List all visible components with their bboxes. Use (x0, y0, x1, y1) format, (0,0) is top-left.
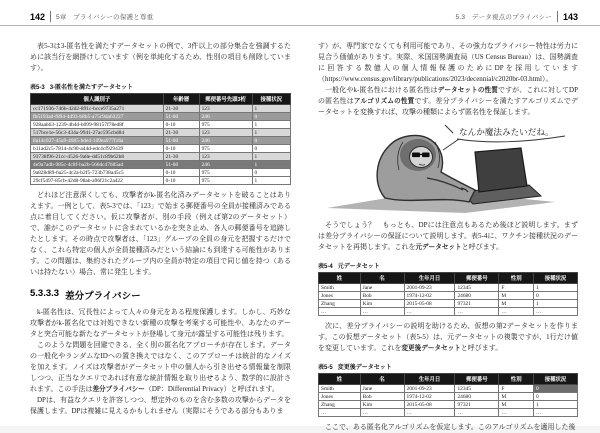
table-cell: … (319, 308, 361, 316)
table-cell: cc171936-746b-42d2-891c-bcce9735a271 (31, 105, 164, 113)
table-cell: 21-30 (163, 105, 199, 113)
k-anonymity-table (30, 93, 291, 185)
table-cell: … (455, 308, 499, 316)
table-cell: 517bce1e-56c3-434a-9941-27ac595cbd84 (31, 129, 164, 137)
table-title: 3-匿名性を満たすデータセット (49, 85, 134, 91)
column-header: 姓 (319, 273, 361, 284)
text-run: 一般化やk-匿名性における匿名性は (325, 86, 438, 94)
body-paragraph (30, 41, 291, 74)
table-cell: 51-60 (163, 161, 199, 169)
table-cell: Zhang (319, 300, 361, 308)
chapter-title: 5章 プライバシーの保護と尊重 (56, 14, 154, 21)
sunglasses-left-lens (412, 153, 420, 158)
body-paragraph (318, 220, 578, 253)
section-title: 5.3 データ視点のプライバシー (455, 14, 552, 21)
table-cell: 97321 (455, 300, 499, 308)
table-cell: 21-30 (163, 153, 199, 161)
text-run: このような問題を回避できる、全く別の匿名化アプローチが存在します。データの一般化やランダムなIDへの置き換えではなく、このアプローチは統計的なノイズを加えます。ノイズは攻撃者がデータセット中の個人から引き出せる情報量を制限しつつ、正当なクエリであれば有意な統計情報を取り出せるよう、数学的に設計されます。この手法は (30, 341, 291, 393)
column-header: 名 (360, 273, 404, 284)
table-row (319, 401, 578, 409)
body-paragraph (30, 307, 291, 340)
table-cell: 0-10 (163, 121, 199, 129)
table-cell: Kim (360, 300, 404, 308)
table-row (319, 300, 578, 308)
table-cell: Bob (360, 393, 404, 401)
table-cell: 8a14c027-45a9-4685-bde4-109ea977f16a (31, 137, 164, 145)
table-cell: 2001-09-23 (404, 284, 455, 292)
table-cell: Zhang (319, 401, 361, 409)
table-title: 元データセット (337, 264, 380, 270)
table-row (319, 385, 578, 393)
page-right (300, 0, 600, 431)
table-title: 変更後データセット (337, 365, 392, 371)
table-cell: 123 (199, 153, 252, 161)
table-cell: Jane (360, 385, 404, 393)
table-cell: b11ad2c5-7814-4c90-a44d-edc4cf929439 (31, 145, 164, 153)
speech-bubble-text: なんか魔法みたいだね。 (459, 127, 554, 137)
table-cell: 975 (199, 145, 252, 153)
sunglasses-right-lens (422, 153, 430, 158)
table-caption (318, 362, 578, 371)
column-header: 郵便番号 (455, 374, 499, 385)
column-header: 接種状況 (534, 273, 578, 284)
body-paragraph (318, 41, 578, 85)
text-run: 表5-3は3-匿名性を満たすデータセットの例で、3件以上の部分集合を強調するために該当行を網掛けしています（例を単純化するため、性別の項目も削除しています）。 (30, 42, 291, 72)
table-cell: 975 (199, 121, 252, 129)
header-rule (0, 25, 300, 26)
table-cell: 0 (534, 292, 578, 300)
table-cell: … (319, 409, 361, 417)
table-row (31, 121, 291, 129)
table-cell: 1 (252, 121, 290, 129)
table-cell: Smith (319, 385, 361, 393)
text-run: 差分プライバシー (92, 386, 145, 393)
table-cell: 975 (199, 177, 252, 185)
table-cell: Bob (360, 292, 404, 300)
table-cell: 0 (252, 169, 290, 177)
table-cell: 0 (534, 393, 578, 401)
table-cell: 4e9a7adb-985c-4c8f-ba2b-566dc47685ad (31, 161, 164, 169)
body-paragraph (30, 340, 291, 395)
table-row (31, 129, 291, 137)
table-header-row (319, 374, 578, 385)
table-caption (318, 261, 578, 270)
table-cell: … (534, 409, 578, 417)
table-cell: 51-60 (163, 113, 199, 121)
table-row (319, 393, 578, 401)
table-header-row (31, 94, 291, 105)
table-cell: 12345 (455, 284, 499, 292)
body-paragraph (318, 422, 578, 433)
text-run: 変更後データセット (401, 345, 461, 352)
table-row (319, 284, 578, 292)
column-header: 姓 (319, 374, 361, 385)
column-header: 生年月日 (404, 273, 455, 284)
column-header: 郵便番号 (455, 273, 499, 284)
body-paragraph (30, 395, 291, 417)
table-row (31, 177, 291, 185)
table-cell: 246 (199, 137, 252, 145)
table-cell: 2001-09-23 (404, 385, 455, 393)
table-cell: 51-60 (163, 137, 199, 145)
table-row (31, 137, 291, 145)
page-number: 143 (562, 11, 578, 22)
table-cell: 1 (534, 284, 578, 292)
text-run: そうでしょう？ もっとも、DPには注意点もあるため後ほど説明します。まずは差分プライバシーの保証について説明します。表5-4に、ワクチン接種状況のデータセットを再掲します。これを (318, 221, 578, 251)
table-cell: 1974-12-02 (404, 393, 455, 401)
header-divider (50, 11, 51, 22)
table-cell: … (404, 308, 455, 316)
table-cell: 1 (252, 153, 290, 161)
section-heading-title: 差分プライバシー (65, 291, 141, 302)
laptop-screen (475, 148, 527, 192)
table-cell: Smith (319, 284, 361, 292)
table-cell: 0 (252, 137, 290, 145)
text-run: と呼びます。 (461, 243, 504, 251)
table-cell: 93738f96-21cc-4526-9a8e-dd51c89b62b8 (31, 153, 164, 161)
header-rule (300, 25, 600, 26)
table-cell: Jane (360, 284, 404, 292)
table-cell: 24680 (455, 292, 499, 300)
table-cell: 97321 (455, 401, 499, 409)
table-row (31, 113, 291, 121)
page-number: 142 (30, 11, 46, 22)
text-run: k-匿名性は、冗長性によって人々の身元をある程度保護します。しかし、巧妙な攻撃者がk-匿名化では対処できない新種の攻撃を考案する可能性や、あなたのデータと突合可能な新たなデータセットが登場して身元が露呈する可能性は残ります。 (30, 308, 291, 338)
table-cell: 24680 (455, 393, 499, 401)
table-cell: Jones (319, 292, 361, 300)
table-cell: … (360, 308, 404, 316)
text-run: 次に、差分プライバシーの説明を助けるため、仮想の第2データセットを作ります。この仮想データセット（表5-5）は、元データセットの複製ですが、1行だけ値を変更しています。これを (318, 322, 578, 352)
table-cell: … (360, 409, 404, 417)
table-row (31, 145, 291, 153)
column-header: 個人識別子 (31, 94, 164, 105)
table-cell: 246 (199, 113, 252, 121)
column-header: 性別 (499, 273, 534, 284)
running-header-right (456, 11, 578, 22)
table-cell: 928aab63-1239-4b4d-b099-98157f78ed8f (31, 121, 164, 129)
table-row (31, 105, 291, 113)
body-paragraph (318, 85, 578, 118)
text-run: データセットの性質 (437, 87, 498, 94)
column-header: 接種状況 (252, 94, 290, 105)
table-cell: 0 (252, 113, 290, 121)
table-cell: fb5193ad-f894-4d93-b8b5-a75c9da63227 (31, 113, 164, 121)
hacker-figure-svg (323, 122, 573, 214)
speech-bubble-tick (445, 125, 453, 133)
table-cell: Kim (360, 401, 404, 409)
table-label: 表5-4 (318, 264, 333, 270)
table-row (31, 153, 291, 161)
column-header: 性別 (499, 374, 534, 385)
table-cell: … (499, 308, 534, 316)
table-cell: 1974-12-02 (404, 292, 455, 300)
column-header: 郵便番号先頭3桁 (199, 94, 252, 105)
page-left (0, 0, 300, 426)
table-cell: 1 (252, 129, 290, 137)
modified-dataset-table (318, 373, 578, 417)
table-cell: M (499, 401, 534, 409)
table-cell: 0 (252, 145, 290, 153)
table-cell: M (499, 292, 534, 300)
text-run: どれほど注意深くしても、攻撃者がk-匿名化済みデータセットを破ることはありえます。一例として、表5-3では、「123」で始まる郵便番号の全員が接種済みである点に着目してください。仮に攻撃者が、別の手段（例えば第2のデータセット）で、誰がこのデータセットに含まれているかを突き止め、各人の郵便番号を追跡したとします。その時点で攻撃者は、「123」グループの全員の身元を把握するだけでなく、これら特定の個人が全員接種済みだという結論にも到達する可能性があります。この問題は、集約されたグループ内の全員が特定の項目で同じ値を持つ（あるいは持たない）場合、常に発生します。 (30, 191, 291, 276)
text-run: アルゴリズムの性質 (353, 98, 415, 105)
text-run: す）が、専門家でなくても利用可能であり、その強力なプライバシー特性は労力に見合う価値があります。実際、米国国勢調査局（US Census Bureau）は、国勢調査に回答する数億人の個人情報保護のためにDPを採用しています（https://www.census.gov/library/publications/2023/decennial/c2020br-03.html）。 (318, 42, 578, 83)
text-run: です。差分プライバシーを満たすアルゴリズムでデータセットを変換すれば、攻撃の種類によらず匿名性を保証します。 (318, 97, 579, 116)
table-cell: 1 (252, 105, 290, 113)
table-cell: M (499, 393, 534, 401)
table-cell: 1 (534, 300, 578, 308)
table-row (319, 292, 578, 300)
table-row (319, 409, 578, 417)
text-run: 元データセット (415, 244, 462, 251)
running-header-left (30, 11, 153, 22)
table-cell: M (499, 300, 534, 308)
table-cell: Jones (319, 393, 361, 401)
table-cell: F (499, 284, 534, 292)
table-cell: 21-30 (163, 129, 199, 137)
header-divider (557, 11, 558, 22)
table-cell: 2015-05-08 (404, 401, 455, 409)
text-run: ここで、ある匿名化アルゴリズムを仮定します。このアルゴリズムを適用した後 (325, 423, 576, 431)
table-cell: 12345 (455, 385, 499, 393)
table-cell: 29cf5497-85cb-42d8-98ab-a96f21c2a422 (31, 177, 164, 185)
column-header: 生年月日 (404, 374, 455, 385)
body-paragraph (30, 190, 291, 278)
text-run: ですが、これに対してDPの匿名性は (318, 86, 579, 105)
table-cell: 975 (199, 169, 252, 177)
column-header: 接種状況 (534, 374, 578, 385)
section-number: 5.3.3.3 (30, 288, 60, 299)
table-cell: 0-10 (163, 169, 199, 177)
table-cell: 1 (252, 161, 290, 169)
table-cell: 0-10 (163, 145, 199, 153)
column-header: 年齢層 (163, 94, 199, 105)
column-header: 名 (360, 374, 404, 385)
table-cell: 1 (534, 401, 578, 409)
table-cell: … (455, 409, 499, 417)
text-run: と呼びます。 (460, 344, 503, 352)
speech-bubble-pointer (443, 139, 459, 150)
table-cell: 246 (199, 161, 252, 169)
table-label: 表5-3 (30, 85, 45, 91)
body-paragraph (318, 321, 578, 354)
hacker-illustration (318, 122, 578, 214)
table-cell: … (499, 409, 534, 417)
table-row (319, 308, 578, 316)
table-cell: 123 (199, 105, 252, 113)
table-row (31, 161, 291, 169)
table-cell: F (499, 385, 534, 393)
table-header-row (319, 273, 578, 284)
text-run: DPは、有益なクエリを許容しつつ、想定外のものを含む多数の攻撃からデータを保護します。DPは複雑に見えるかもしれません（実際にそうである部分もありま (30, 396, 291, 415)
table-label: 表5-5 (318, 365, 333, 371)
text-run: （DP：Differential Privacy）と呼ばれます。 (144, 385, 279, 393)
table-cell: 123 (199, 129, 252, 137)
table-cell: … (534, 308, 578, 316)
table-cell: … (404, 409, 455, 417)
section-heading (30, 288, 291, 302)
table-cell: 0 (534, 385, 578, 393)
table-cell: 0-10 (163, 177, 199, 185)
table-caption (30, 82, 291, 91)
table-row (31, 169, 291, 177)
table-cell: 2015-05-08 (404, 300, 455, 308)
original-dataset-table (318, 272, 578, 316)
table-cell: 9a828d89-6a25-4c2a-b2f5-723b738a45c5 (31, 169, 164, 177)
table-cell: 1 (252, 177, 290, 185)
